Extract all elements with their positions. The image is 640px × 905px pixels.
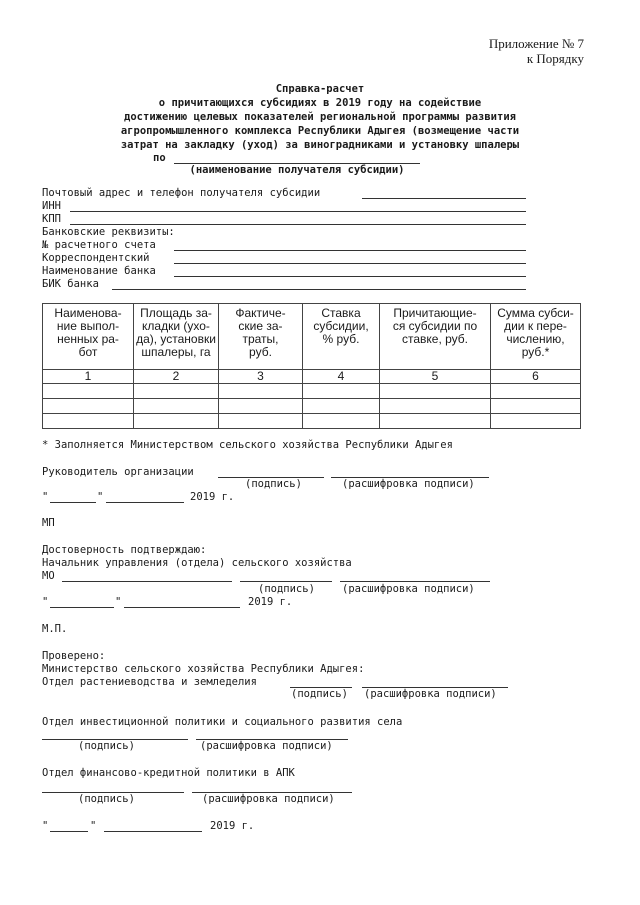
kpp-label: КПП	[42, 213, 61, 225]
table-header-row	[43, 304, 581, 370]
dept1-decode-caption: (расшифровка подписи)	[364, 688, 497, 700]
header-area: Площадь за- кладки (ухо- да), установки шпалеры, га	[134, 304, 219, 370]
table-cell[interactable]	[43, 384, 134, 399]
bank-name-label: Наименование банка	[42, 265, 156, 277]
confirm-date-day-field[interactable]	[50, 607, 114, 608]
dept1-label: Отдел растениеводства и земледелия	[42, 676, 257, 688]
appendix-order: к Порядку	[526, 51, 584, 66]
header-rate: Ставка субсидии, % руб.	[303, 304, 380, 370]
table-cell[interactable]	[380, 384, 491, 399]
column-number: 4	[303, 370, 380, 384]
calculation-table	[42, 303, 581, 429]
final-date-month-field[interactable]	[104, 831, 202, 832]
confirm-date-year: 2019 г.	[248, 596, 293, 608]
address-label: Почтовый адрес и телефон получателя субсидии	[42, 187, 321, 199]
table-cell[interactable]	[219, 384, 303, 399]
bank-details-label: Банковские реквизиты:	[42, 226, 175, 238]
table-cell[interactable]	[491, 414, 581, 429]
title-po-label: по	[153, 152, 166, 164]
document-title	[0, 82, 640, 152]
title-line-4: агропромышленного комплекса Республики Адыгея (возмещение части	[120, 125, 520, 137]
table-row	[43, 399, 581, 414]
table-cell[interactable]	[134, 399, 219, 414]
table-cell[interactable]	[303, 384, 380, 399]
confirm-title: Достоверность подтверждаю:	[42, 544, 207, 556]
recipient-name-caption: (наименование получателя субсидии)	[189, 164, 405, 176]
head-decode-caption: (расшифровка подписи)	[342, 478, 475, 490]
address-field[interactable]	[362, 198, 526, 199]
appendix-block	[489, 36, 584, 66]
head-date-year: 2019 г.	[190, 491, 235, 503]
corr-account-field[interactable]	[174, 263, 526, 264]
inn-field[interactable]	[70, 211, 526, 212]
confirm-position: Начальник управления (отдела) сельского хозяйства	[42, 557, 352, 569]
footnote: * Заполняется Министерством сельского хозяйства Республики Адыгея	[42, 439, 453, 451]
confirm-sign-caption: (подпись)	[258, 583, 315, 595]
table-cell[interactable]	[491, 399, 581, 414]
confirm-decode-field[interactable]	[340, 581, 490, 582]
header-due-subsidy: Причитающие- ся субсидии по ставке, руб.	[380, 304, 491, 370]
final-date-quote-open: "	[42, 820, 49, 832]
bik-label: БИК банка	[42, 278, 99, 290]
table-cell[interactable]	[43, 399, 134, 414]
bik-field[interactable]	[112, 289, 526, 290]
column-number: 5	[380, 370, 491, 384]
account-field[interactable]	[174, 250, 526, 251]
dept2-decode-caption: (расшифровка подписи)	[200, 740, 333, 752]
table-cell[interactable]	[134, 384, 219, 399]
dept1-sign-caption: (подпись)	[291, 688, 348, 700]
final-date-quote-close: "	[90, 820, 97, 832]
final-date-year: 2019 г.	[210, 820, 255, 832]
table-cell[interactable]	[303, 414, 380, 429]
title-line-3: достижению целевых показателей региональной программы развития	[124, 111, 516, 123]
title-line-5: затрат на закладку (уход) за виноградниками и установку шпалеры	[120, 139, 520, 151]
confirm-date-quote-close: "	[115, 596, 122, 608]
checked-ministry: Министерство сельского хозяйства Республики Адыгея:	[42, 663, 365, 675]
checked-title: Проверено:	[42, 650, 106, 662]
table-cell[interactable]	[303, 399, 380, 414]
table-row	[43, 384, 581, 399]
table-cell[interactable]	[43, 414, 134, 429]
table-number-row	[43, 370, 581, 384]
title-line-1: Справка-расчет	[275, 83, 365, 95]
table-cell[interactable]	[219, 414, 303, 429]
column-number: 3	[219, 370, 303, 384]
dept3-label: Отдел финансово-кредитной политики в АПК	[42, 767, 295, 779]
appendix-number: Приложение № 7	[488, 36, 584, 51]
header-actual-costs: Фактиче- ские за- траты, руб.	[219, 304, 303, 370]
confirm-stamp-label: М.П.	[42, 623, 68, 635]
confirm-decode-caption: (расшифровка подписи)	[342, 583, 475, 595]
dept3-sign-caption: (подпись)	[78, 793, 135, 805]
confirm-signature-field[interactable]	[240, 581, 332, 582]
title-line-2: о причитающихся субсидиях в 2019 году на содействие	[158, 97, 482, 109]
dept2-sign-caption: (подпись)	[78, 740, 135, 752]
dept2-label: Отдел инвестиционной политики и социального развития села	[42, 716, 403, 728]
dept3-decode-caption: (расшифровка подписи)	[202, 793, 335, 805]
final-date-day-field[interactable]	[50, 831, 88, 832]
table-cell[interactable]	[134, 414, 219, 429]
table-row	[43, 414, 581, 429]
account-label: № расчетного счета	[42, 239, 156, 251]
column-number: 2	[134, 370, 219, 384]
kpp-field[interactable]	[70, 224, 526, 225]
head-date-month-field[interactable]	[106, 502, 184, 503]
confirm-mo-label: МО	[42, 570, 55, 582]
confirm-date-quote-open: "	[42, 596, 49, 608]
confirm-date-month-field[interactable]	[124, 607, 240, 608]
head-label: Руководитель организации	[42, 466, 194, 478]
head-sign-caption: (подпись)	[245, 478, 302, 490]
head-date-quote-close: "	[97, 491, 104, 503]
table-cell[interactable]	[491, 384, 581, 399]
table-cell[interactable]	[380, 414, 491, 429]
inn-label: ИНН	[42, 200, 61, 212]
column-number: 6	[491, 370, 581, 384]
confirm-mo-field[interactable]	[62, 581, 232, 582]
table-cell[interactable]	[380, 399, 491, 414]
head-date-quote-open: "	[42, 491, 49, 503]
head-date-day-field[interactable]	[50, 502, 96, 503]
corr-account-label: Корреспондентский	[42, 252, 150, 264]
bank-name-field[interactable]	[174, 276, 526, 277]
header-transfer-sum: Сумма субси- дии к пере- числению, руб.*	[491, 304, 581, 370]
table-cell[interactable]	[219, 399, 303, 414]
head-stamp-label: МП	[42, 517, 55, 529]
header-works: Наименова- ние выпол- ненных ра- бот	[43, 304, 134, 370]
column-number: 1	[43, 370, 134, 384]
